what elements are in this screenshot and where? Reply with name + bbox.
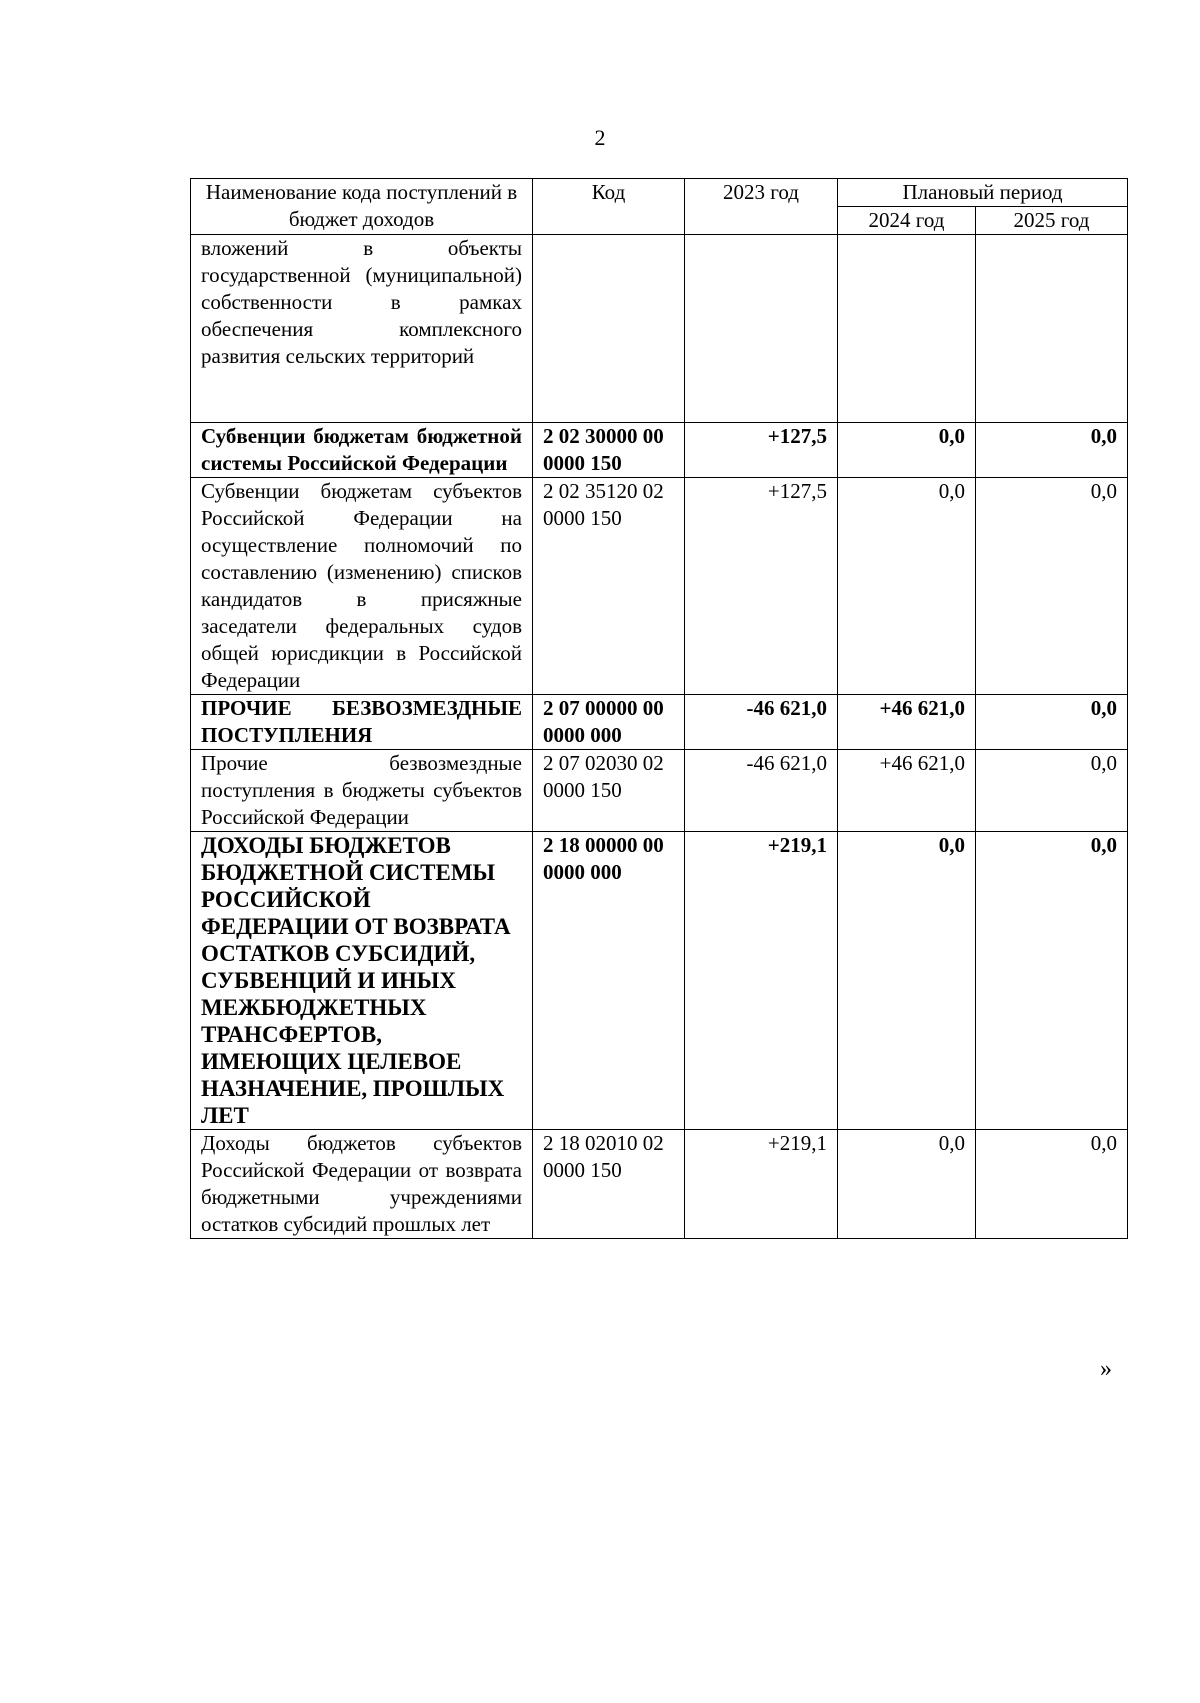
row-2025: 0,0: [976, 695, 1128, 750]
row-name: Прочие безвозмездные поступления в бюджеты субъектов Российской Федерации: [191, 750, 533, 832]
header-2025: 2025 год: [976, 207, 1128, 235]
page-number: 2: [594, 125, 606, 150]
header-2023: 2023 год: [685, 179, 838, 235]
row-name: ПРОЧИЕ БЕЗВОЗМЕЗДНЫЕ ПОСТУПЛЕНИЯ: [191, 695, 533, 750]
header-2024: 2024 год: [838, 207, 976, 235]
table-row: [191, 832, 1128, 1130]
row-2024: 0,0: [838, 423, 976, 478]
closing-quote-mark: »: [1100, 1356, 1112, 1382]
row-2023: -46 621,0: [685, 695, 838, 750]
row-2024: +46 621,0: [838, 750, 976, 832]
row-2024: 0,0: [838, 478, 976, 695]
row-code: 2 18 00000 00 0000 000: [533, 832, 685, 1130]
table-row: [191, 750, 1128, 832]
row-2025: 0,0: [976, 478, 1128, 695]
row-2025: 0,0: [976, 832, 1128, 1130]
row-name: Субвенции бюджетам бюджетной системы Российской Федерации: [191, 423, 533, 478]
revenue-table: [190, 178, 1128, 1239]
row-2024: +46 621,0: [838, 695, 976, 750]
row-code: 2 07 00000 00 0000 000: [533, 695, 685, 750]
row-code: 2 18 02010 02 0000 150: [533, 1130, 685, 1239]
row-2025: 0,0: [976, 1130, 1128, 1239]
row-2023: +219,1: [685, 1130, 838, 1239]
table-row: [191, 695, 1128, 750]
header-code: Код: [533, 179, 685, 235]
row-code: [533, 235, 685, 423]
row-name: вложений в объекты государственной (муниципальной) собственности в рамках обеспечения комплексного развития сельских территорий: [191, 235, 533, 423]
row-name: Субвенции бюджетам субъектов Российской Федерации на осуществление полномочий по составлению (изменению) списков кандидатов в присяжные заседатели федеральных судов общей юрисдикции в Российской Федерации: [191, 478, 533, 695]
table-row: [191, 235, 1128, 423]
row-2025: 0,0: [976, 423, 1128, 478]
row-2024: 0,0: [838, 832, 976, 1130]
row-name: ДОХОДЫ БЮДЖЕТОВ БЮДЖЕТНОЙ СИСТЕМЫ РОССИЙСКОЙ ФЕДЕРАЦИИ ОТ ВОЗВРАТА ОСТАТКОВ СУБСИДИЙ, СУБВЕНЦИЙ И ИНЫХ МЕЖБЮДЖЕТНЫХ ТРАНСФЕРТОВ, ИМЕЮЩИХ ЦЕЛЕВОЕ НАЗНАЧЕНИЕ, ПРОШЛЫХ ЛЕТ: [191, 832, 533, 1130]
row-2025: 0,0: [976, 750, 1128, 832]
row-2023: +127,5: [685, 423, 838, 478]
table-row: [191, 1130, 1128, 1239]
row-2024: [838, 235, 976, 423]
header-planned-period: Плановый период: [838, 179, 1128, 207]
row-code: 2 07 02030 02 0000 150: [533, 750, 685, 832]
row-name: Доходы бюджетов субъектов Российской Федерации от возврата бюджетными учреждениями остатков субсидий прошлых лет: [191, 1130, 533, 1239]
row-code: 2 02 35120 02 0000 150: [533, 478, 685, 695]
row-2023: -46 621,0: [685, 750, 838, 832]
row-2024: 0,0: [838, 1130, 976, 1239]
row-2023: +127,5: [685, 478, 838, 695]
table-row: [191, 423, 1128, 478]
row-code: 2 02 30000 00 0000 150: [533, 423, 685, 478]
header-name: Наименование кода поступлений в бюджет доходов: [191, 179, 533, 235]
row-2025: [976, 235, 1128, 423]
row-2023: [685, 235, 838, 423]
row-2023: +219,1: [685, 832, 838, 1130]
table-header: [191, 179, 1128, 235]
table-row: [191, 478, 1128, 695]
